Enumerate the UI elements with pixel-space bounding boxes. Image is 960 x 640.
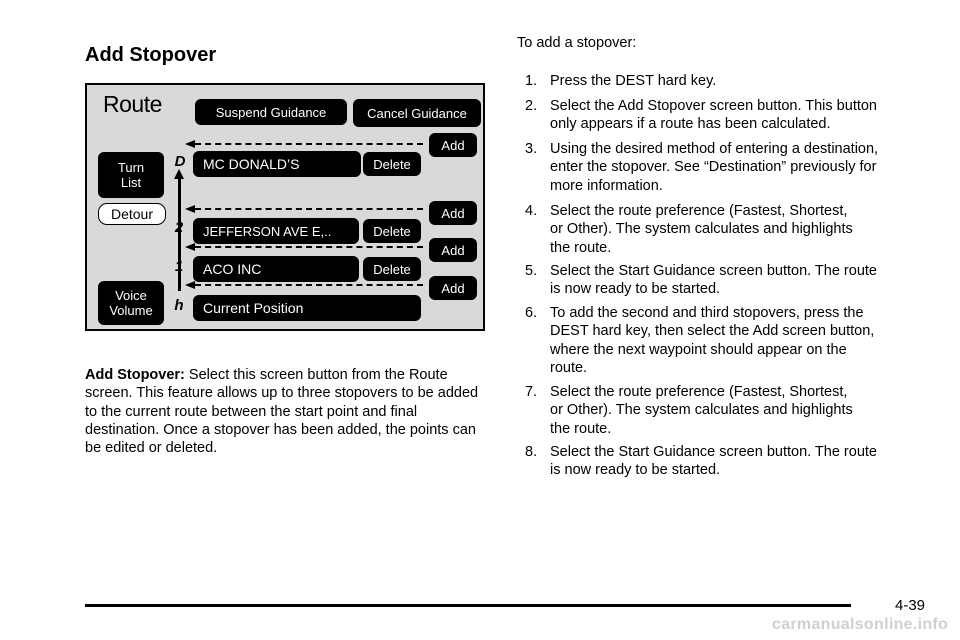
add-stopover-button-1[interactable]: Add <box>429 133 477 157</box>
insert-arrow-icon <box>185 140 195 148</box>
add-stopover-button-3[interactable]: Add <box>429 238 477 262</box>
turn-list-button[interactable]: Turn List <box>98 152 164 198</box>
step-text: To add the second and third stopovers, press the DEST hard key, then select the Add screen button, where the next waypoint should appear on the route. <box>550 305 875 376</box>
footer-rule <box>85 604 851 607</box>
step-number: 4. <box>525 203 538 219</box>
screen-title: Route <box>103 91 162 117</box>
watermark-text: carmanualsonline.info <box>772 616 949 633</box>
step-number: 8. <box>525 444 538 460</box>
procedure-intro: To add a stopover: <box>517 35 637 51</box>
step-number: 3. <box>525 141 538 157</box>
insert-arrow-icon <box>185 243 195 251</box>
waypoint-destination[interactable]: MC DONALD’S <box>193 151 361 177</box>
insert-arrow-icon <box>185 281 195 289</box>
waypoint-stopover-1[interactable]: ACO INC <box>193 256 359 282</box>
description-term: Add Stopover: <box>85 367 185 383</box>
section-heading: Add Stopover <box>85 44 217 66</box>
insert-arrow-icon <box>185 205 195 213</box>
insert-line <box>195 143 423 145</box>
detour-button[interactable]: Detour <box>98 203 166 225</box>
insert-line <box>195 246 423 248</box>
waypoint-2-icon: 2 <box>174 219 184 236</box>
page-number: 4-39 <box>895 597 926 614</box>
waypoint-stopover-2[interactable]: JEFFERSON AVE E,.. <box>193 218 359 244</box>
cancel-guidance-button[interactable]: Cancel Guidance <box>353 99 481 127</box>
insert-line <box>195 284 423 286</box>
current-position-icon: h <box>174 297 184 314</box>
delete-waypoint-button-3[interactable]: Delete <box>363 257 421 281</box>
step-text: Select the route preference (Fastest, Shortest, or Other). The system calculates and highlights the route. <box>550 203 853 256</box>
destination-flag-icon: D <box>174 153 186 170</box>
delete-waypoint-button-2[interactable]: Delete <box>363 219 421 243</box>
step-text: Press the DEST hard key. <box>550 73 717 89</box>
step-number: 5. <box>525 263 538 279</box>
add-stopover-button-2[interactable]: Add <box>429 201 477 225</box>
step-text: Select the route preference (Fastest, Shortest, or Other). The system calculates and highlights the route. <box>550 384 853 437</box>
step-number: 7. <box>525 384 538 400</box>
step-text: Using the desired method of entering a destination, enter the stopover. See “Destination” previously for more information. <box>550 141 879 194</box>
add-stopover-button-4[interactable]: Add <box>429 276 477 300</box>
step-text: Select the Add Stopover screen button. This button only appears if a route has been calculated. <box>550 98 878 133</box>
description-text: Select this screen button from the Route screen. This feature allows up to three stopovers to be added to the current route between the start point and final destination. Once a stopover has been added, the points can be edited or deleted. <box>85 367 479 457</box>
suspend-guidance-button[interactable]: Suspend Guidance <box>195 99 347 125</box>
waypoint-current-position[interactable]: Current Position <box>193 295 421 321</box>
step-number: 1. <box>525 73 538 89</box>
route-screen-figure <box>85 83 485 331</box>
step-text: Select the Start Guidance screen button. The route is now ready to be started. <box>550 444 877 479</box>
add-stopover-description <box>85 366 485 457</box>
waypoint-1-icon: 1 <box>174 258 184 275</box>
delete-waypoint-button-1[interactable]: Delete <box>363 152 421 176</box>
step-number: 2. <box>525 98 538 114</box>
voice-volume-button[interactable]: Voice Volume <box>98 281 164 325</box>
insert-line <box>195 208 423 210</box>
step-number: 6. <box>525 305 538 321</box>
step-text: Select the Start Guidance screen button. The route is now ready to be started. <box>550 263 877 298</box>
